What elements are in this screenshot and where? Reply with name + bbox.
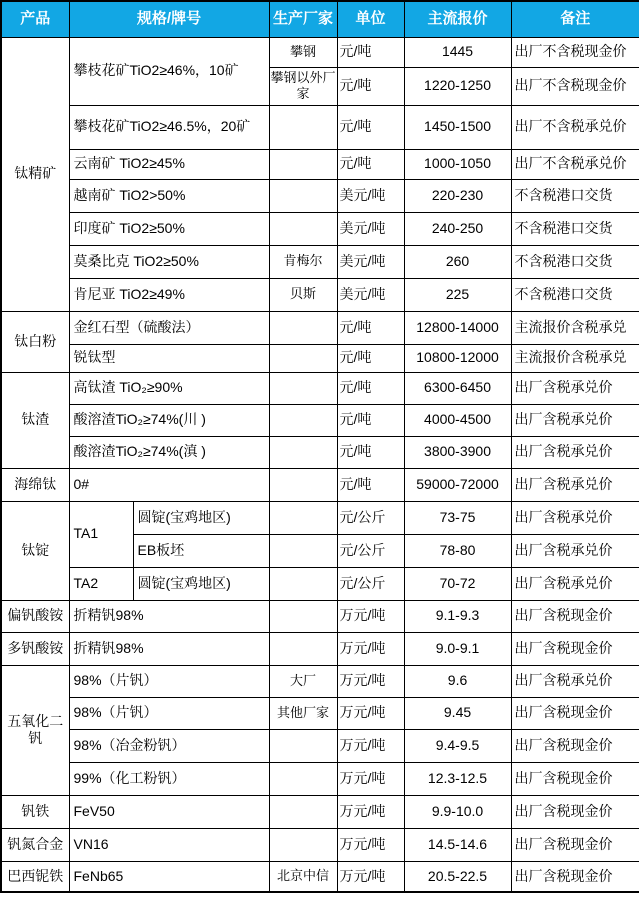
- spec-cell: 锐钛型: [69, 344, 269, 372]
- manufacturer-cell: 攀钢以外厂家: [269, 67, 337, 105]
- header-spec: 规格/牌号: [69, 1, 269, 37]
- spec-cell: 98%（片钒）: [69, 697, 269, 729]
- table-row: [1, 212, 639, 245]
- header-price: 主流报价: [404, 1, 511, 37]
- table-row: [1, 762, 639, 795]
- spec-cell: 98%（冶金粉钒）: [69, 729, 269, 762]
- price-cell: 70-72: [404, 567, 511, 600]
- product-cell: 钛精矿: [1, 37, 69, 311]
- price-cell: 78-80: [404, 534, 511, 567]
- product-cell: 钛锭: [1, 501, 69, 600]
- table-row: [1, 665, 639, 697]
- remark-cell: 出厂含税承兑价: [511, 534, 639, 567]
- product-cell: 五氧化二钒: [1, 665, 69, 795]
- table-row: [1, 278, 639, 311]
- spec-cell: 圆锭(宝鸡地区): [133, 567, 269, 600]
- manufacturer-cell: [269, 372, 337, 404]
- product-cell: 钒氮合金: [1, 828, 69, 861]
- manufacturer-cell: [269, 468, 337, 501]
- unit-cell: 美元/吨: [337, 212, 404, 245]
- remark-cell: 出厂含税现金价: [511, 632, 639, 665]
- unit-cell: 万元/吨: [337, 697, 404, 729]
- price-cell: 9.45: [404, 697, 511, 729]
- manufacturer-cell: [269, 501, 337, 534]
- remark-cell: 出厂含税承兑价: [511, 665, 639, 697]
- manufacturer-cell: [269, 344, 337, 372]
- manufacturer-cell: [269, 149, 337, 179]
- remark-cell: 出厂不含税承兑价: [511, 105, 639, 149]
- price-cell: 12800-14000: [404, 311, 511, 344]
- price-cell: 1445: [404, 37, 511, 67]
- table-row: [1, 501, 639, 534]
- header-row: [1, 1, 639, 37]
- table-row: [1, 344, 639, 372]
- unit-cell: 元/吨: [337, 372, 404, 404]
- header-product: 产品: [1, 1, 69, 37]
- table-row: [1, 37, 639, 67]
- unit-cell: 美元/吨: [337, 278, 404, 311]
- manufacturer-cell: [269, 404, 337, 436]
- price-cell: 4000-4500: [404, 404, 511, 436]
- unit-cell: 万元/吨: [337, 861, 404, 892]
- manufacturer-cell: [269, 179, 337, 212]
- unit-cell: 万元/吨: [337, 600, 404, 632]
- manufacturer-cell: 北京中信: [269, 861, 337, 892]
- price-cell: 59000-72000: [404, 468, 511, 501]
- spec-cell: 越南矿 TiO2>50%: [69, 179, 269, 212]
- spec-cell: 98%（片钒）: [69, 665, 269, 697]
- spec-cell: 肯尼亚 TiO2≥49%: [69, 278, 269, 311]
- unit-cell: 元/吨: [337, 37, 404, 67]
- price-cell: 1450-1500: [404, 105, 511, 149]
- remark-cell: 出厂含税现金价: [511, 861, 639, 892]
- remark-cell: 出厂含税承兑价: [511, 372, 639, 404]
- spec-cell: 金红石型（硫酸法）: [69, 311, 269, 344]
- table-body: [1, 37, 639, 892]
- manufacturer-cell: [269, 632, 337, 665]
- spec-cell: EB板坯: [133, 534, 269, 567]
- unit-cell: 元/吨: [337, 468, 404, 501]
- price-cell: 3800-3900: [404, 436, 511, 468]
- unit-cell: 万元/吨: [337, 762, 404, 795]
- table-row: [1, 697, 639, 729]
- remark-cell: 出厂含税承兑价: [511, 501, 639, 534]
- manufacturer-cell: [269, 567, 337, 600]
- unit-cell: 万元/吨: [337, 729, 404, 762]
- spec-cell: 折精钒98%: [69, 632, 269, 665]
- spec-cell: 酸溶渣TiO₂≥74%(滇 ): [69, 436, 269, 468]
- spec-cell: 莫桑比克 TiO2≥50%: [69, 245, 269, 278]
- spec-cell: 高钛渣 TiO₂≥90%: [69, 372, 269, 404]
- product-cell: 偏钒酸铵: [1, 600, 69, 632]
- header-manufacturer: 生产厂家: [269, 1, 337, 37]
- unit-cell: 元/吨: [337, 404, 404, 436]
- manufacturer-cell: [269, 729, 337, 762]
- table-row: [1, 567, 639, 600]
- price-cell: 220-230: [404, 179, 511, 212]
- manufacturer-cell: [269, 762, 337, 795]
- unit-cell: 美元/吨: [337, 179, 404, 212]
- unit-cell: 万元/吨: [337, 632, 404, 665]
- price-cell: 225: [404, 278, 511, 311]
- remark-cell: 主流报价含税承兑: [511, 344, 639, 372]
- manufacturer-cell: 贝斯: [269, 278, 337, 311]
- price-cell: 9.0-9.1: [404, 632, 511, 665]
- table-row: [1, 436, 639, 468]
- unit-cell: 元/吨: [337, 149, 404, 179]
- price-cell: 9.9-10.0: [404, 795, 511, 828]
- spec-cell: 圆锭(宝鸡地区): [133, 501, 269, 534]
- remark-cell: 出厂含税承兑价: [511, 436, 639, 468]
- remark-cell: 不含税港口交货: [511, 245, 639, 278]
- unit-cell: 万元/吨: [337, 828, 404, 861]
- price-cell: 12.3-12.5: [404, 762, 511, 795]
- price-cell: 1000-1050: [404, 149, 511, 179]
- table-row: [1, 311, 639, 344]
- remark-cell: 出厂含税现金价: [511, 600, 639, 632]
- remark-cell: 出厂不含税现金价: [511, 37, 639, 67]
- table-row: [1, 828, 639, 861]
- remark-cell: 出厂含税现金价: [511, 762, 639, 795]
- table-row: [1, 372, 639, 404]
- table-row: [1, 149, 639, 179]
- price-cell: 20.5-22.5: [404, 861, 511, 892]
- table-row: [1, 468, 639, 501]
- unit-cell: 元/公斤: [337, 534, 404, 567]
- spec-cell: 攀枝花矿TiO2≥46.5%，20矿: [69, 105, 269, 149]
- manufacturer-cell: [269, 795, 337, 828]
- manufacturer-cell: [269, 828, 337, 861]
- price-cell: 73-75: [404, 501, 511, 534]
- manufacturer-cell: [269, 311, 337, 344]
- unit-cell: 万元/吨: [337, 795, 404, 828]
- unit-cell: 元/吨: [337, 436, 404, 468]
- price-cell: 9.1-9.3: [404, 600, 511, 632]
- table-row: [1, 729, 639, 762]
- remark-cell: 不含税港口交货: [511, 179, 639, 212]
- price-cell: 260: [404, 245, 511, 278]
- unit-cell: 元/吨: [337, 105, 404, 149]
- manufacturer-cell: 大厂: [269, 665, 337, 697]
- product-cell: 钒铁: [1, 795, 69, 828]
- header-unit: 单位: [337, 1, 404, 37]
- spec-cell: 云南矿 TiO2≥45%: [69, 149, 269, 179]
- table-row: [1, 600, 639, 632]
- price-cell: 10800-12000: [404, 344, 511, 372]
- manufacturer-cell: [269, 105, 337, 149]
- spec-cell: 99%（化工粉钒）: [69, 762, 269, 795]
- table-row: [1, 795, 639, 828]
- product-cell: 钛白粉: [1, 311, 69, 372]
- manufacturer-cell: 其他厂家: [269, 697, 337, 729]
- unit-cell: 元/公斤: [337, 501, 404, 534]
- header-remark: 备注: [511, 1, 639, 37]
- spec-cell: TA1: [69, 501, 133, 567]
- unit-cell: 元/吨: [337, 344, 404, 372]
- product-cell: 钛渣: [1, 372, 69, 468]
- remark-cell: 出厂含税承兑价: [511, 404, 639, 436]
- remark-cell: 出厂含税现金价: [511, 697, 639, 729]
- product-cell: 巴西铌铁: [1, 861, 69, 892]
- manufacturer-cell: 肯梅尔: [269, 245, 337, 278]
- price-cell: 6300-6450: [404, 372, 511, 404]
- unit-cell: 元/公斤: [337, 567, 404, 600]
- table-row: [1, 632, 639, 665]
- table-row: [1, 861, 639, 892]
- price-cell: 14.5-14.6: [404, 828, 511, 861]
- spec-cell: 酸溶渣TiO₂≥74%(川 ): [69, 404, 269, 436]
- spec-cell: 0#: [69, 468, 269, 501]
- remark-cell: 出厂不含税现金价: [511, 67, 639, 105]
- product-cell: 海绵钛: [1, 468, 69, 501]
- manufacturer-cell: [269, 212, 337, 245]
- remark-cell: 出厂不含税承兑价: [511, 149, 639, 179]
- table-row: [1, 105, 639, 149]
- spec-cell: 折精钒98%: [69, 600, 269, 632]
- spec-cell: TA2: [69, 567, 133, 600]
- unit-cell: 元/吨: [337, 311, 404, 344]
- product-cell: 多钒酸铵: [1, 632, 69, 665]
- spec-cell: 印度矿 TiO2≥50%: [69, 212, 269, 245]
- table-row: [1, 404, 639, 436]
- manufacturer-cell: 攀钢: [269, 37, 337, 67]
- price-cell: 9.6: [404, 665, 511, 697]
- remark-cell: 不含税港口交货: [511, 278, 639, 311]
- spec-cell: FeNb65: [69, 861, 269, 892]
- unit-cell: 元/吨: [337, 67, 404, 105]
- unit-cell: 美元/吨: [337, 245, 404, 278]
- remark-cell: 出厂含税承兑价: [511, 468, 639, 501]
- manufacturer-cell: [269, 600, 337, 632]
- remark-cell: 出厂含税现金价: [511, 729, 639, 762]
- remark-cell: 出厂含税承兑价: [511, 567, 639, 600]
- price-cell: 240-250: [404, 212, 511, 245]
- price-cell: 9.4-9.5: [404, 729, 511, 762]
- price-cell: 1220-1250: [404, 67, 511, 105]
- table-row: [1, 179, 639, 212]
- spec-cell: FeV50: [69, 795, 269, 828]
- table-row: [1, 245, 639, 278]
- remark-cell: 出厂含税现金价: [511, 828, 639, 861]
- remark-cell: 主流报价含税承兑: [511, 311, 639, 344]
- remark-cell: 出厂含税现金价: [511, 795, 639, 828]
- remark-cell: 不含税港口交货: [511, 212, 639, 245]
- spec-cell: VN16: [69, 828, 269, 861]
- unit-cell: 万元/吨: [337, 665, 404, 697]
- manufacturer-cell: [269, 436, 337, 468]
- manufacturer-cell: [269, 534, 337, 567]
- spec-cell: 攀枝花矿TiO2≥46%，10矿: [69, 37, 269, 105]
